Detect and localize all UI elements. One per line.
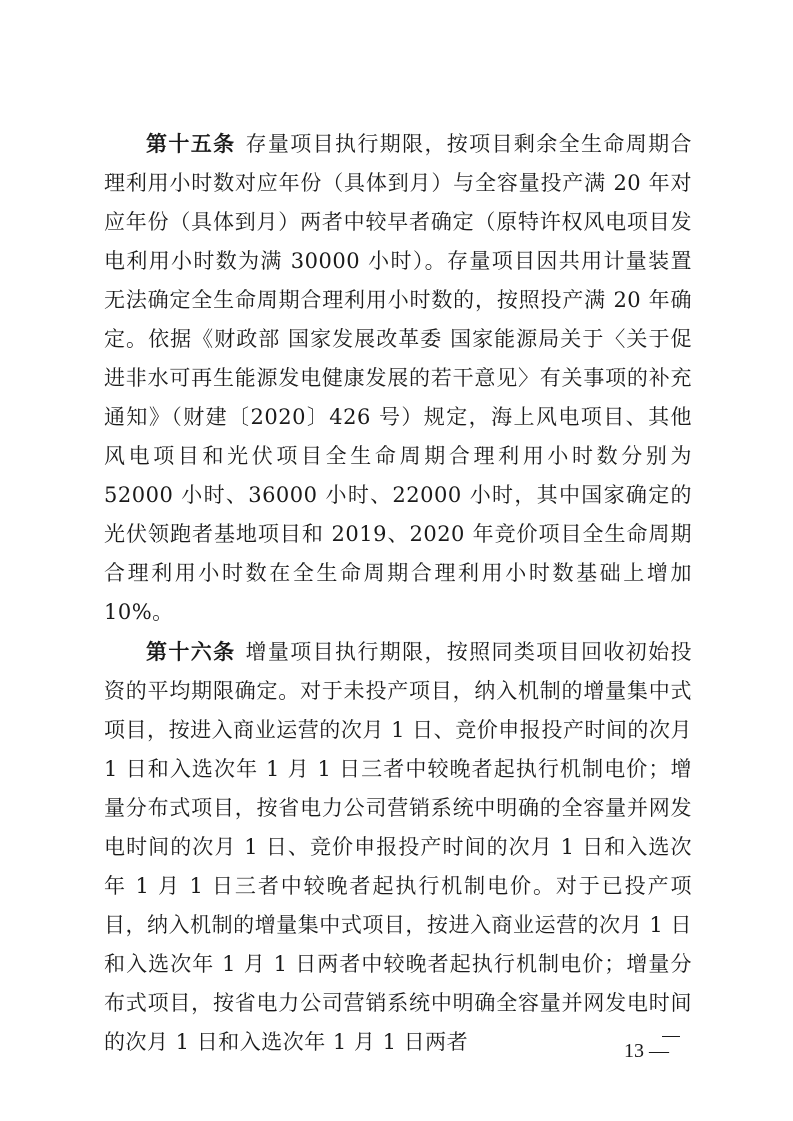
document-body — [104, 124, 692, 1062]
article-15-text: 存量项目执行期限，按项目剩余全生命周期合理利用小时数对应年份（具体到月）与全容量投产满 20 年对应年份（具体到月）两者中较早者确定（原特许权风电项目发电利用小时数为满 30000 小时）。存量项目因共用计量装置无法确定全生命周期合理利用小时数的，按照投产满 20 年确定。依据《财政部 国家发展改革委 国家能源局关于〈关于促进非水可再生能源发电健康发展的若干意见〉有关事项的补充通知》（财建〔2020〕426 号）规定，海上风电项目、其他风电项目和光伏项目全生命周期合理利用小时数分别为 52000 小时、36000 小时、22000 小时，其中国家确定的光伏领跑者基地项目和 2019、2020 年竞价项目全生命周期合理利用小时数在全生命周期合理利用小时数基础上增加 10%。 — [104, 132, 693, 624]
page-number-rule — [662, 1036, 680, 1037]
article-16 — [104, 632, 692, 1062]
article-16-title: 第十六条 — [146, 639, 236, 664]
article-15-title: 第十五条 — [146, 131, 236, 156]
article-16-text: 增量项目执行期限，按照同类项目回收初始投资的平均期限确定。对于未投产项目，纳入机制的增量集中式项目，按进入商业运营的次月 1 日、竞价申报投产时间的次月 1 日和入选次年 1 月 1 日三者中较晚者起执行机制电价；增量分布式项目，按省电力公司营销系统中明确的全容量并网发电时间的次月 1 日、竞价申报投产时间的次月 1 日和入选次年 1 月 1 日三者中较晚者起执行机制电价。对于已投产项目，纳入机制的增量集中式项目，按进入商业运营的次月 1 日和入选次年 1 月 1 日两者中较晚者起执行机制电价；增量分布式项目，按省电力公司营销系统中明确全容量并网发电时间的次月 1 日和入选次年 1 月 1 日两者 — [104, 640, 693, 1054]
page-number: 13 — — [624, 1040, 669, 1062]
article-15 — [104, 124, 692, 632]
